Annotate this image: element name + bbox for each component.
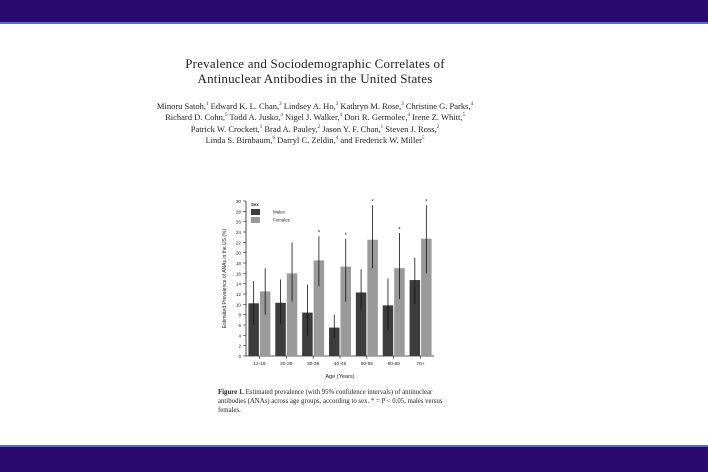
caption-label: Figure 1. xyxy=(218,389,244,396)
y-tick-label: 26 xyxy=(235,219,241,225)
y-tick-label: 0 xyxy=(238,354,241,359)
y-tick-label: 6 xyxy=(238,323,241,328)
x-tick-label: 50-59 xyxy=(360,362,373,367)
author-line xyxy=(0,134,630,145)
bar-chart xyxy=(212,195,452,390)
author-name: Todd A. Jusko, xyxy=(229,112,281,123)
author-name: Darryl C. Zeldin, xyxy=(277,135,336,146)
author-affiliation: 2 xyxy=(436,124,440,130)
x-tick-label: 12-19 xyxy=(253,362,266,367)
y-tick-label: 2 xyxy=(238,343,241,349)
author-affiliation: 4 xyxy=(470,102,474,107)
significance-marker: * xyxy=(425,199,428,206)
author-name: Lindsey A. Ho, xyxy=(283,100,336,111)
author-affiliation: 1 xyxy=(206,102,209,107)
author-affiliation: 4 xyxy=(280,113,283,119)
top-accent-line xyxy=(0,22,708,24)
author-affiliation: 5 xyxy=(225,113,228,119)
author-affiliation: 3 xyxy=(401,102,404,107)
significance-marker: * xyxy=(371,199,374,206)
author-name: Steven J. Ross, xyxy=(385,123,437,134)
y-tick-label: 14 xyxy=(235,281,241,287)
paper-title xyxy=(0,56,630,86)
x-tick-label: 60-69 xyxy=(387,362,400,367)
author-line xyxy=(0,123,630,134)
author-name: Dori R. Germolec, xyxy=(344,112,408,123)
author-affiliation: 3 xyxy=(335,102,339,107)
significance-marker: * xyxy=(344,233,347,240)
legend-label: Males xyxy=(273,209,285,215)
author-affiliation: 4 xyxy=(407,113,410,119)
author-name: Linda S. Birnbaum, xyxy=(205,135,273,146)
author-affiliation: 5 xyxy=(462,113,465,119)
author-affiliation: 5 xyxy=(422,136,425,142)
x-tick-label: 40-49 xyxy=(333,362,347,367)
caption-text: Estimated prevalence (with 95% confidence intervals) of antinuclear antibodies (ANAs) across age groups, according to sex. * = P < 0.05, males versus females. xyxy=(218,389,443,415)
figure-caption xyxy=(218,388,458,416)
author-affiliation: 4 xyxy=(335,136,339,142)
y-tick-label: 30 xyxy=(235,199,241,204)
author-name: Christine G. Parks, xyxy=(405,100,471,111)
figure-1-chart xyxy=(212,195,452,390)
author-name: Kathryn M. Rose, xyxy=(340,100,402,111)
title-line-1: Prevalence and Sociodemographic Correlates of xyxy=(185,56,445,71)
author-affiliation: 6 xyxy=(272,136,276,142)
x-axis-label: Age (Years) xyxy=(325,374,355,380)
x-tick-label: 20-29 xyxy=(280,362,293,367)
legend-title: Sex xyxy=(251,202,259,207)
author-line xyxy=(0,111,630,122)
y-tick-label: 10 xyxy=(235,302,241,308)
author-affiliation: 2 xyxy=(317,124,321,130)
author-affiliation: 2 xyxy=(279,102,282,107)
top-banner xyxy=(0,0,708,22)
author-name: Nigel J. Walker, xyxy=(285,112,340,123)
x-tick-label: 30-39 xyxy=(307,362,320,367)
bottom-banner xyxy=(0,447,708,472)
legend-label: Females xyxy=(273,217,290,223)
author-name: Brad A. Pauley, xyxy=(264,123,318,134)
legend-swatch xyxy=(251,209,260,215)
author-name: Richard D. Cohn, xyxy=(165,112,226,123)
y-tick-label: 22 xyxy=(235,240,241,246)
y-tick-label: 12 xyxy=(235,292,241,297)
author-name: Edward K. L. Chan, xyxy=(210,100,280,111)
title-line-2: Antinuclear Antibodies in the United States xyxy=(197,71,433,86)
author-name: and Frederick W. Miller xyxy=(340,135,423,146)
author-name: Minoru Satoh, xyxy=(156,100,207,111)
significance-marker: * xyxy=(398,227,401,234)
y-tick-label: 8 xyxy=(238,312,241,318)
y-tick-label: 16 xyxy=(235,271,241,277)
author-affiliation: 1 xyxy=(259,124,263,130)
author-affiliation: 1 xyxy=(380,124,384,130)
y-tick-label: 18 xyxy=(235,261,241,266)
author-line xyxy=(0,100,630,111)
y-tick-label: 4 xyxy=(238,333,241,339)
y-tick-label: 24 xyxy=(235,230,241,235)
author-name: Jason Y. F. Chan, xyxy=(322,123,381,134)
y-tick-label: 28 xyxy=(235,209,241,215)
x-tick-label: 70+ xyxy=(416,362,425,367)
legend-swatch xyxy=(251,217,260,223)
y-axis-label: Estimated Prevalence of ANAs in the US (%) xyxy=(222,228,228,329)
author-name: Patrick W. Crockett, xyxy=(190,123,260,134)
y-tick-label: 20 xyxy=(235,250,241,256)
author-name: Irene Z. Whitt, xyxy=(412,112,463,123)
significance-marker: * xyxy=(317,230,321,237)
author-list xyxy=(0,100,630,146)
author-affiliation: 4 xyxy=(339,113,343,119)
